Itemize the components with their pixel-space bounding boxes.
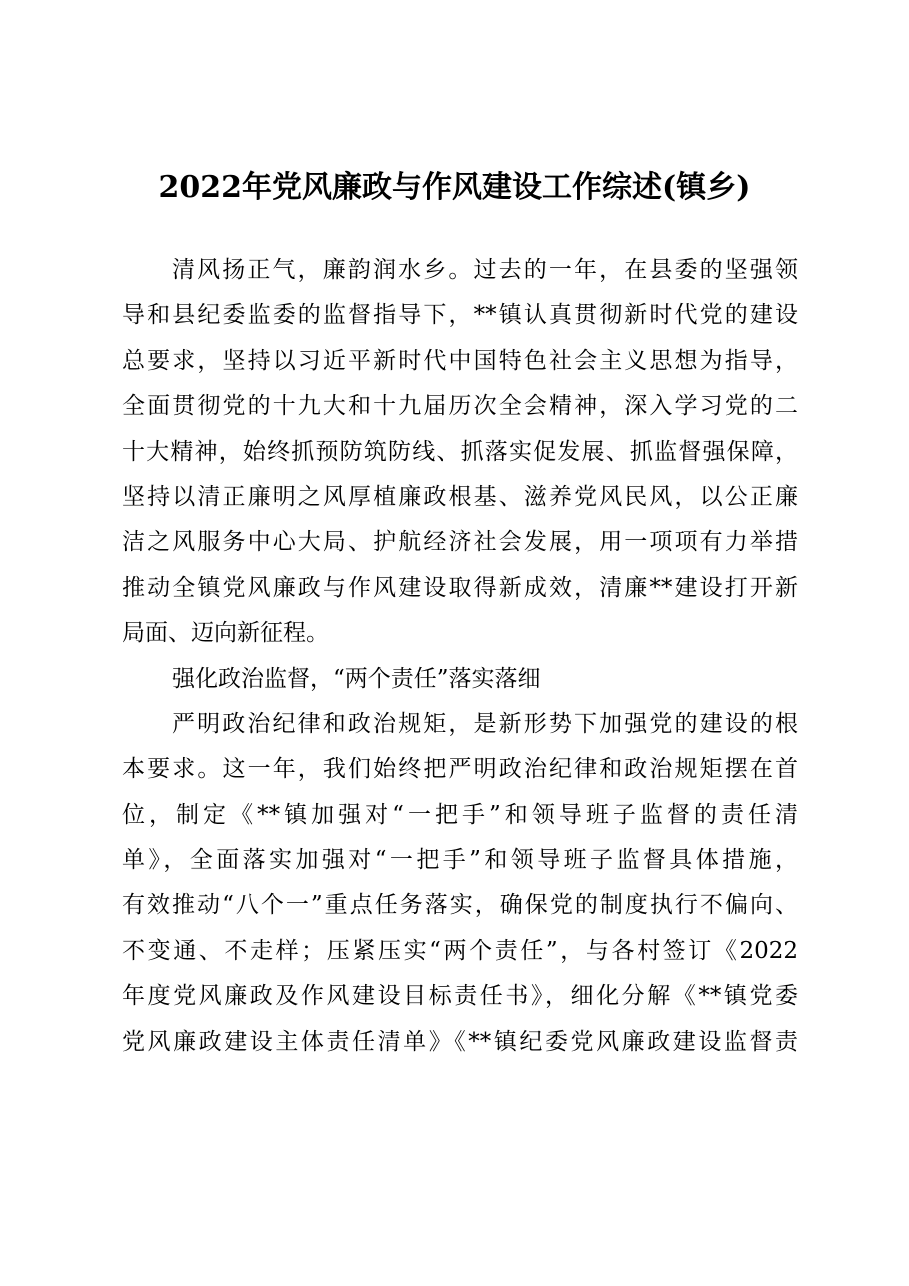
paragraph-3-line-4: 单》，全面落实加强对“一把手”和领导班子监督具体措施， xyxy=(122,847,798,874)
section-heading: 强化政治监督，“两个责任”落实落细 xyxy=(172,665,541,692)
paragraph-3-line-1: 严明政治纪律和政治规矩，是新形势下加强党的建设的根 xyxy=(172,710,798,737)
paragraph-3-line-6: 不变通、不走样；压紧压实“两个责任”，与各村签订《2022 xyxy=(122,937,798,964)
paragraph-3-line-3: 位，制定《**镇加强对“一把手”和领导班子监督的责任清 xyxy=(122,801,798,828)
paragraph-1-line-7: 洁之风服务中心大局、护航经济社会发展，用一项项有力举措 xyxy=(122,529,798,556)
paragraph-1-line-1: 清风扬正气，廉韵润水乡。过去的一年，在县委的坚强领 xyxy=(172,257,798,283)
paragraph-1-line-4: 全面贯彻党的十九大和十九届历次全会精神，深入学习党的二 xyxy=(122,393,798,420)
paragraph-1-line-6: 坚持以清正廉明之风厚植廉政根基、滋养党风民风，以公正廉 xyxy=(122,483,798,510)
paragraph-3-line-5: 有效推动“八个一”重点任务落实，确保党的制度执行不偏向、 xyxy=(122,892,798,919)
paragraph-3-line-8: 党风廉政建设主体责任清单》《**镇纪委党风廉政建设监督责 xyxy=(122,1028,798,1055)
paragraph-3-line-7: 年度党风廉政及作风建设目标责任书》，细化分解《**镇党委 xyxy=(122,983,798,1010)
paragraph-3-line-2: 本要求。这一年，我们始终把严明政治纪律和政治规矩摆在首 xyxy=(122,756,798,783)
paragraph-1-line-3: 总要求，坚持以习近平新时代中国特色社会主义思想为指导， xyxy=(122,347,798,374)
paragraph-1-line-9: 局面、迈向新征程。 xyxy=(122,620,329,647)
paragraph-1-line-2: 导和县纪委监委的监督指导下，**镇认真贯彻新时代党的建设 xyxy=(122,302,798,329)
paragraph-1-line-8: 推动全镇党风廉政与作风建设取得新成效，清廉**建设打开新 xyxy=(122,574,798,601)
paragraph-1-line-5: 十大精神，始终抓预防筑防线、抓落实促发展、抓监督强保障， xyxy=(122,438,798,465)
document-title: 2022年党风廉政与作风建设工作综述(镇乡) xyxy=(158,170,751,205)
document-body xyxy=(122,248,798,1065)
